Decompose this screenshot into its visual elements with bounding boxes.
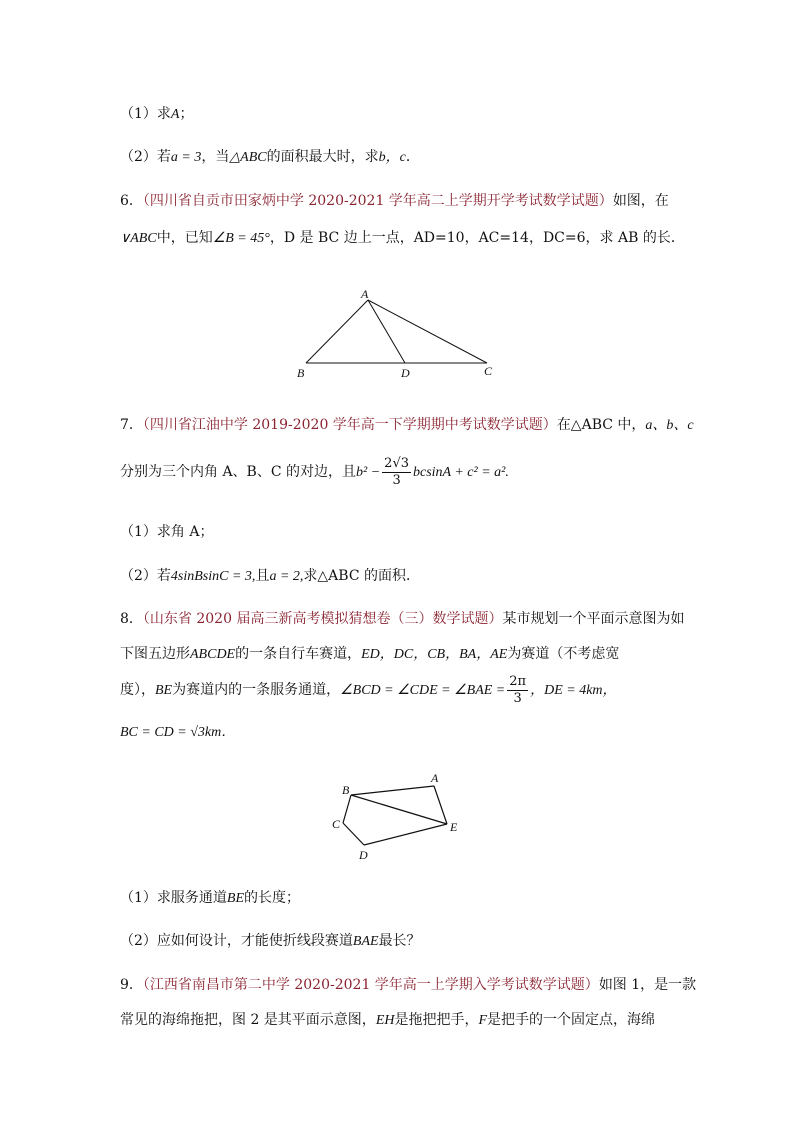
q8-edge-cb [343, 795, 351, 823]
q6-line1: 6．（四川省自贡市田家炳中学 2020-2021 学年高二上学期开学考试数学试题）如图，在 [120, 193, 669, 209]
q6-source: （四川省自贡市田家炳中学 2020-2021 学年高二上学期开学考试数学试题） [142, 193, 613, 209]
q6-label-c: C [484, 364, 493, 378]
q6-edge-ab [306, 300, 368, 363]
q8-line4: BC = CD = √3km． [120, 725, 236, 740]
q7-part1: （1）求角 A； [120, 524, 214, 540]
q8-label-e: E [450, 820, 458, 834]
q9-line2: 常见的海绵拖把，图 2 是其平面示意图，EH是拖把把手，F是把手的一个固定点，海绵 [120, 1012, 656, 1028]
q6-line2: ∨ABC中，已知∠B = 45°，D 是 BC 边上一点，AD=10，AC=14，DC=6，求 AB 的长． [120, 230, 685, 246]
q8-line1: 8．（山东省 2020 届高三新高考模拟猜想卷（三）数学试题）某市规划一个平面示意图为如 [120, 611, 685, 627]
q9-source: （江西省南昌市第二中学 2020-2021 学年高一上学期入学考试数学试题） [142, 977, 599, 993]
q5-part1: （1）求A； [120, 106, 194, 122]
q8-line3: 度），BE为赛道内的一条服务通道，∠BCD = ∠CDE = ∠BAE = $\frac{2\pi}{3}$ ，DE = 4km， [120, 673, 617, 706]
q6-label-a: A [361, 287, 369, 301]
q8-source: （山东省 2020 届高三新高考模拟猜想卷（三）数学试题） [142, 611, 503, 627]
q6-triangle-figure [290, 283, 510, 383]
q7-fraction: $\frac{2√3}{3}$ [384, 455, 409, 488]
q6-edge-ac [368, 300, 487, 363]
q8-edge-be [351, 795, 447, 824]
q8-edge-ae [434, 786, 447, 824]
q8-part1: （1）求服务通道BE的长度； [120, 890, 301, 906]
q8-edge-ba [351, 786, 434, 795]
q8-label-c: C [332, 817, 341, 831]
q8-pentagon-figure [328, 772, 468, 867]
q7-line2: 分别为三个内角 A、B、C 的对边，且b² − $\frac{2√3}{3}$ bcsinA + c² = a². [120, 455, 509, 488]
q6-label-d: D [401, 366, 410, 380]
q8-line2: 下图五边形ABCDE的一条自行车赛道，ED，DC，CB，BA，AE为赛道（不考虑宽 [120, 646, 620, 662]
q8-edge-ed [364, 824, 447, 845]
q5-part2: （2）若a = 3，当△ABC的面积最大时，求b，c． [120, 149, 420, 165]
q7-line1: 7．（四川省江油中学 2019-2020 学年高一下学期期中考试数学试题）在△ABC 中，a、b、c [120, 417, 694, 433]
q8-fraction: $\frac{2\pi}{3}$ [509, 673, 527, 706]
q8-edge-dc [343, 823, 364, 845]
q9-line1: 9．（江西省南昌市第二中学 2020-2021 学年高一上学期入学考试数学试题）如图 1，是一款 [120, 977, 697, 993]
q6-label-b: B [297, 366, 305, 380]
q8-label-d: D [359, 848, 368, 862]
q8-label-b: B [342, 783, 350, 797]
q7-part2: （2）若4sinBsinC = 3,且a = 2,求△ABC 的面积． [120, 568, 420, 584]
q7-source: （四川省江油中学 2019-2020 学年高一下学期期中考试数学试题） [142, 417, 557, 433]
q8-part2: （2）应如何设计，才能使折线段赛道BAE最长？ [120, 933, 421, 949]
q8-label-a: A [431, 772, 439, 785]
